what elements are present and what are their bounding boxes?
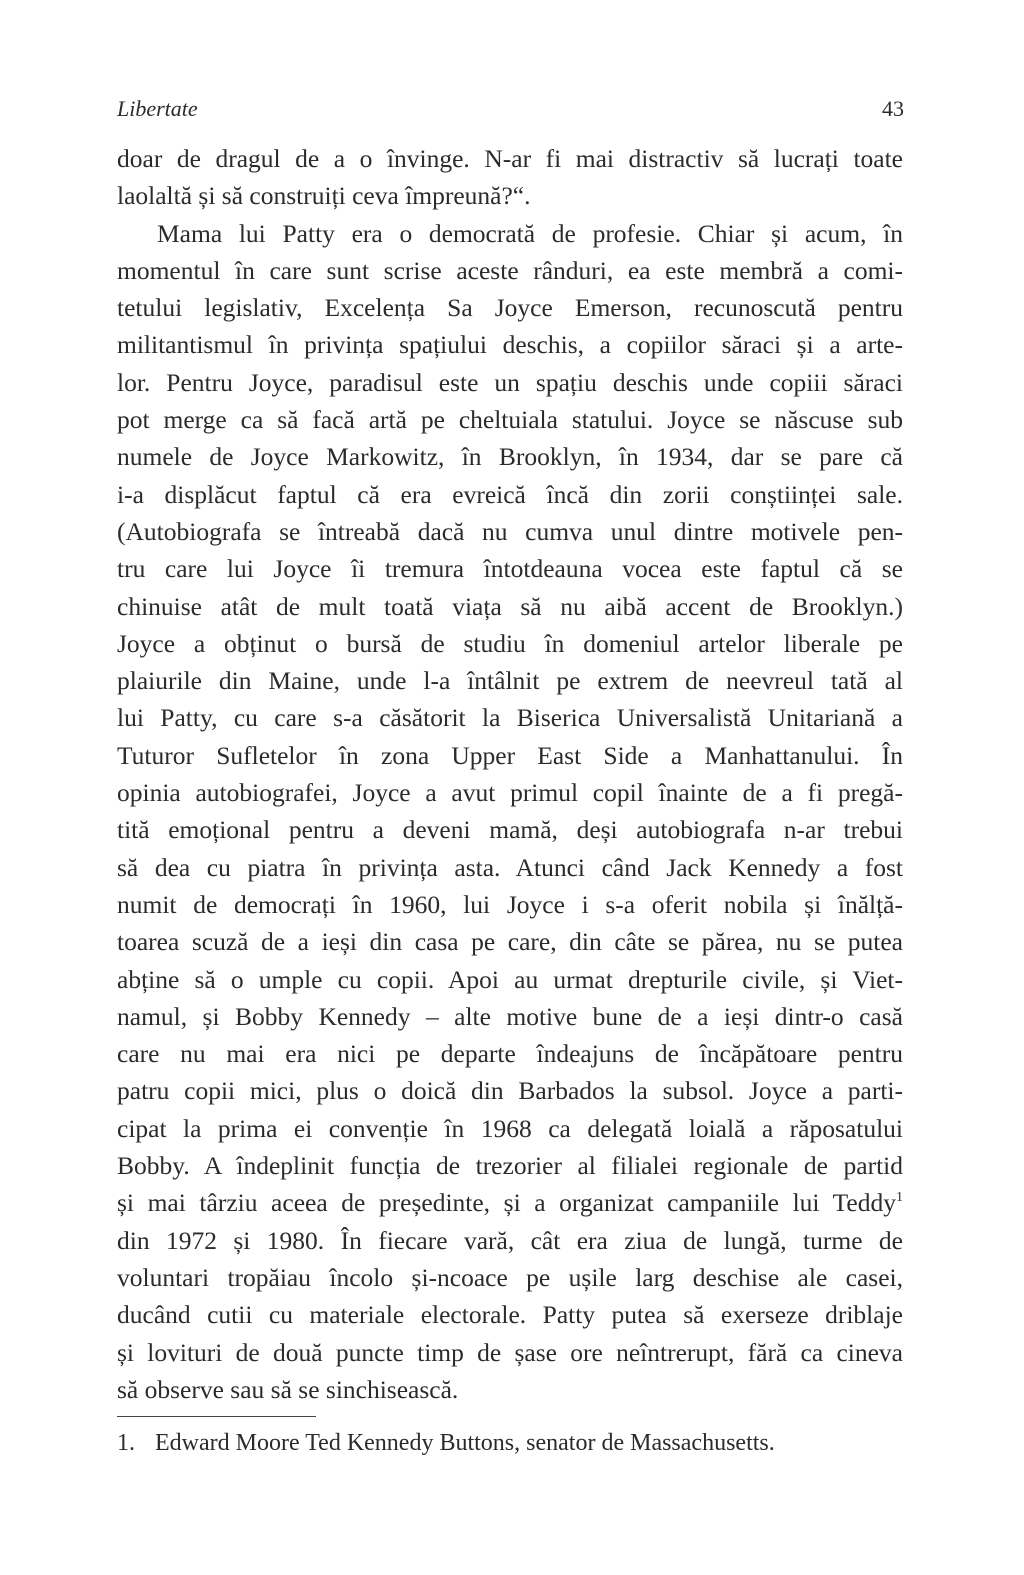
text-line — [117, 811, 903, 848]
text-line — [117, 438, 903, 475]
text-line — [117, 1371, 903, 1408]
text-line-content: laolaltă și să construiți ceva împreună?“. — [117, 181, 531, 211]
text-line — [117, 1072, 903, 1109]
text-line-content: (Autobiografa se întreabă dacă nu cumva unul dintre motivele pen- — [117, 516, 903, 546]
text-line-content: numit de democrați în 1960, lui Joyce i s-a oferit nobila și înălță- — [117, 889, 903, 919]
text-line — [117, 923, 903, 960]
text-line — [117, 1296, 903, 1333]
text-line-content: toarea scuză de a ieși din casa pe care, din câte se părea, nu se putea — [117, 927, 903, 957]
text-line-content: pot merge ca să facă artă pe cheltuiala statului. Joyce se născuse sub — [117, 405, 903, 435]
text-line — [117, 886, 903, 923]
text-line — [117, 774, 903, 811]
text-line — [117, 849, 903, 886]
text-line — [117, 1334, 903, 1371]
text-line-content: doar de dragul de a o învinge. N-ar fi mai distractiv să lucrați toate — [117, 144, 903, 173]
text-line — [117, 401, 903, 438]
text-line — [117, 476, 903, 513]
text-line-content: care nu mai era nici pe departe îndeajuns de încăpătoare pentru — [117, 1039, 903, 1069]
text-line — [117, 737, 903, 774]
text-line-content: tru care lui Joyce îi tremura întotdeauna vocea este faptul că se — [117, 554, 903, 584]
text-line-content: abține să o umple cu copii. Apoi au urmat drepturile civile, și Viet- — [117, 964, 903, 994]
text-line-content: cipat la prima ei convenție în 1968 ca delegată loială a răposatului — [117, 1113, 903, 1143]
text-line-content: numele de Joyce Markowitz, în Brooklyn, în 1934, dar se pare că — [117, 442, 903, 472]
text-line-content: opinia autobiografei, Joyce a avut primul copil înainte de a fi pregă- — [117, 778, 903, 808]
text-line-content: voluntari tropăiau încolo și-ncoace pe ușile larg deschise ale casei, — [117, 1262, 903, 1292]
text-line-content: ducând cutii cu materiale electorale. Patty putea să exerseze driblaje — [117, 1300, 903, 1330]
footnote-reference: 1 — [896, 1190, 903, 1206]
text-line-content: patru copii mici, plus o doică din Barbados la subsol. Joyce a parti- — [117, 1076, 903, 1106]
text-line — [117, 252, 903, 289]
text-line-content: să dea cu piatra în privința asta. Atunci când Jack Kennedy a fost — [117, 852, 903, 882]
text-line-content: i-a displăcut faptul că era evreică încă din zorii conștiinței sale. — [117, 479, 903, 509]
text-line-content: Mama lui Patty era o democrată de profesie. Chiar și acum, în — [157, 218, 903, 248]
text-line-content: lor. Pentru Joyce, paradisul este un spațiu deschis unde copiii săraci — [117, 367, 903, 397]
text-line — [117, 662, 903, 699]
text-line-content: Joyce a obținut o bursă de studiu în domeniul artelor liberale pe — [117, 628, 903, 658]
text-line-content: Tuturor Sufletelor în zona Upper East Side a Manhattanului. În — [117, 740, 903, 770]
text-line — [117, 998, 903, 1035]
page-number: 43 — [882, 96, 904, 121]
text-line — [117, 699, 903, 736]
footnote — [117, 1425, 775, 1462]
text-line — [117, 1222, 903, 1259]
footnote-number: 1. — [117, 1430, 135, 1456]
text-line — [117, 961, 903, 998]
text-line-content: tetului legislativ, Excelența Sa Joyce Emerson, recunoscută pentru — [117, 293, 903, 323]
body-text — [117, 140, 903, 1408]
text-line — [117, 588, 903, 625]
text-line — [117, 215, 903, 252]
footnote-divider — [117, 1416, 316, 1417]
text-line — [117, 1184, 903, 1221]
text-line-content: tită emoțional pentru a deveni mamă, deși autobiografa n-ar trebui — [117, 815, 903, 845]
text-line-content: momentul în care sunt scrise aceste rânduri, ea este membră a comi- — [117, 255, 903, 285]
text-line-content: Bobby. A îndeplinit funcția de trezorier al filialei regionale de partid — [117, 1151, 903, 1181]
text-line — [117, 326, 903, 363]
text-line — [117, 1035, 903, 1072]
text-line — [117, 513, 903, 550]
text-line — [117, 1147, 903, 1184]
text-line — [117, 1110, 903, 1147]
running-header-title: Libertate — [117, 96, 198, 121]
text-line-content: să observe sau să se sinchisească. — [117, 1374, 459, 1404]
text-line — [117, 550, 903, 587]
text-line-content: militantismul în privința spațiului deschis, a copiilor săraci și a arte- — [117, 330, 903, 360]
text-line-content: namul, și Bobby Kennedy – alte motive bune de a ieși dintr-o casă — [117, 1001, 903, 1031]
text-line-content: lui Patty, cu care s-a căsătorit la Biserica Universalistă Unitariană a — [117, 703, 903, 733]
text-line-content: și lovituri de două puncte timp de șase ore neîntrerupt, fără ca cineva — [117, 1337, 903, 1367]
text-line-content: și mai târziu aceea de președinte, și a organizat campaniile lui Teddy — [117, 1188, 896, 1218]
footnote-text: Edward Moore Ted Kennedy Buttons, senator de Massachusetts. — [155, 1430, 775, 1456]
text-line-content: din 1972 și 1980. În fiecare vară, cât era ziua de lungă, turme de — [117, 1225, 903, 1255]
text-line-content: chinuise atât de mult toată viața să nu aibă accent de Brooklyn.) — [117, 591, 903, 621]
text-line — [117, 1259, 903, 1296]
text-line — [117, 289, 903, 326]
text-line — [117, 364, 903, 401]
text-line-content: plaiurile din Maine, unde l-a întâlnit pe extrem de neevreul tată al — [117, 666, 903, 696]
text-line — [117, 177, 903, 214]
text-line — [117, 140, 903, 177]
text-line — [117, 625, 903, 662]
